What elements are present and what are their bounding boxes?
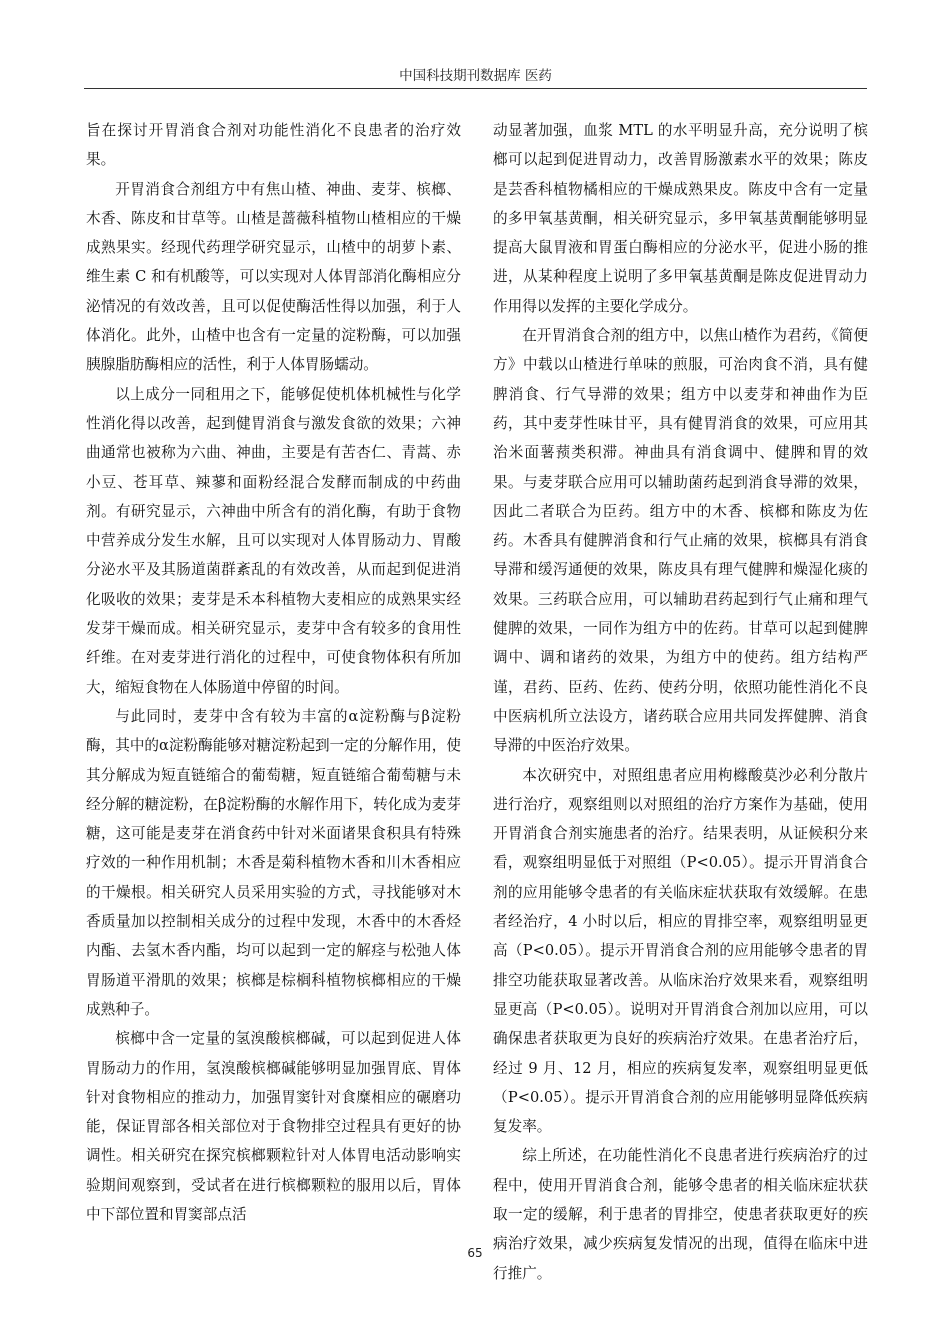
paragraph: 旨在探讨开胃消食合剂对功能性消化不良患者的治疗效果。: [86, 122, 461, 169]
left-column: [86, 116, 461, 1229]
paragraph: 开胃消食合剂组方中有焦山楂、神曲、麦芽、槟榔、木香、陈皮和甘草等。山楂是蔷薇科植物山楂相应的干燥成熟果实。经现代药理学研究显示，山楂中的胡萝卜素、维生素 C 和有机酸等，可以实现对人体胃部消化酶相应分泌情况的有效改善，且可以促使酶活性得以加强，利于人体消化。此外，山楂中也含有一定量的淀粉酶，可以加强胰腺脂肪酶相应的活性，利于人体胃肠蠕动。: [86, 180, 461, 374]
header-rule: [84, 88, 867, 89]
paragraph: 以上成分一同租用之下，能够促使机体机械性与化学性消化得以改善，起到健胃消食与激发食欲的效果；六神曲通常也被称为六曲、神曲，主要是有苦杏仁、青蒿、赤小豆、苍耳草、辣蓼和面粉经混合发酵而制成的中药曲剂。有研究显示，六神曲中所含有的消化酶，有助于食物中营养成分发生水解，且可以实现对人体胃肠动力、胃酸分泌水平及其肠道菌群紊乱的有效改善，从而起到促进消化吸收的效果；麦芽是禾本科植物大麦相应的成熟果实经发芽干燥而成。相关研究显示，麦芽中含有较多的食用性纤维。在对麦芽进行消化的过程中，可使食物体积有所加大，缩短食物在人体肠道中停留的时间。: [86, 385, 461, 696]
paragraph: 与此同时，麦芽中含有较为丰富的α淀粉酶与β淀粉酶，其中的α淀粉酶能够对糖淀粉起到一定的分解作用，使其分解成为短直链缩合的葡萄糖，短直链缩合葡萄糖与未经分解的糖淀粉，在β淀粉酶的水解作用下，转化成为麦芽糖，这可能是麦芽在消食药中针对米面诸果食积具有特殊疗效的一种作用机制；木香是菊科植物木香和川木香相应的干燥根。相关研究人员采用实验的方式，寻找能够对木香质量加以控制相关成分的过程中发现，木香中的木香烃内酯、去氢木香内酯，均可以起到一定的解痉与松弛人体胃肠道平滑肌的效果；槟榔是棕榈科植物槟榔相应的干燥成熟种子。: [86, 707, 461, 1018]
paragraph: 动显著加强，血浆 MTL 的水平明显升高，充分说明了槟榔可以起到促进胃动力，改善胃肠激素水平的效果；陈皮是芸香科植物橘相应的干燥成熟果皮。陈皮中含有一定量的多甲氧基黄酮，相关研究显示，多甲氧基黄酮能够明显提高大鼠胃液和胃蛋白酶相应的分泌水平，促进小肠的推进，从某种程度上说明了多甲氧基黄酮是陈皮促进胃动力作用得以发挥的主要化学成分。: [493, 122, 868, 315]
page-number: 65: [467, 1246, 483, 1260]
paragraph: 在开胃消食合剂的组方中，以焦山楂作为君药，《简便方》中载以山楂进行单味的煎服，可治肉食不消，具有健脾消食、行气导滞的效果；组方中以麦芽和神曲作为臣药，其中麦芽性味甘平，具有健胃消食的效果，可应用其治米面薯蓣类积滞。神曲具有消食调中、健脾和胃的效果。与麦芽联合应用可以辅助菌药起到消食导滞的效果，因此二者联合为臣药。组方中的木香、槟榔和陈皮为佐药。木香具有健脾消食和行气止痛的效果，槟榔具有消食导滞和缓泻通便的效果，陈皮具有理气健脾和燥湿化痰的效果。三药联合应用，可以辅助君药起到行气止痛和理气健脾的效果，一同作为组方中的佐药。甘草可以起到健脾调中、调和诸药的效果，为组方中的使药。组方结构严谨，君药、臣药、佐药、使药分明，依照功能性消化不良中医病机所立法设方，诸药联合应用共同发挥健脾、消食导滞的中医治疗效果。: [493, 327, 868, 755]
paragraph: 综上所述，在功能性消化不良患者进行疾病治疗的过程中，使用开胃消食合剂，能够令患者的相关临床症状获取一定的缓解，利于患者的胃排空，使患者获取更好的疾病治疗效果，减少疾病复发情况的出现，值得在临床中进行推广。: [493, 1147, 868, 1282]
running-header: 中国科技期刊数据库 医药: [399, 68, 552, 84]
paragraph: 槟榔中含一定量的氢溴酸槟榔碱，可以起到促进人体胃肠动力的作用，氢溴酸槟榔碱能够明显加强胃底、胃体针对食物相应的推动力，加强胃窦针对食糜相应的碾磨功能，保证胃部各相关部位对于食物排空过程具有更好的协调性。相关研究在探究槟榔颗粒针对人体胃电活动影响实验期间观察到，受试者在进行槟榔颗粒的服用以后，胃体中下部位置和胃窦部点活: [86, 1030, 461, 1223]
right-column: [493, 116, 868, 1288]
paragraph: 本次研究中，对照组患者应用枸橼酸莫沙必利分散片进行治疗，观察组则以对照组的治疗方案作为基础，使用开胃消食合剂实施患者的治疗。结果表明，从证候积分来看，观察组明显低于对照组（P<0.05）。提示开胃消食合剂的应用能够令患者的有关临床症状获取有效缓解。在患者经治疗，4 小时以后，相应的胃排空率，观察组明显更高（P<0.05）。提示开胃消食合剂的应用能够令患者的胃排空功能获取显著改善。从临床治疗效果来看，观察组明显更高（P<0.05）。说明对开胃消食合剂加以应用，可以确保患者获取更为良好的疾病治疗效果。在患者治疗后，经过 9 月、12 月，相应的疾病复发率，观察组明显更低（P<0.05）。提示开胃消食合剂的应用能够明显降低疾病复发率。: [493, 766, 868, 1136]
